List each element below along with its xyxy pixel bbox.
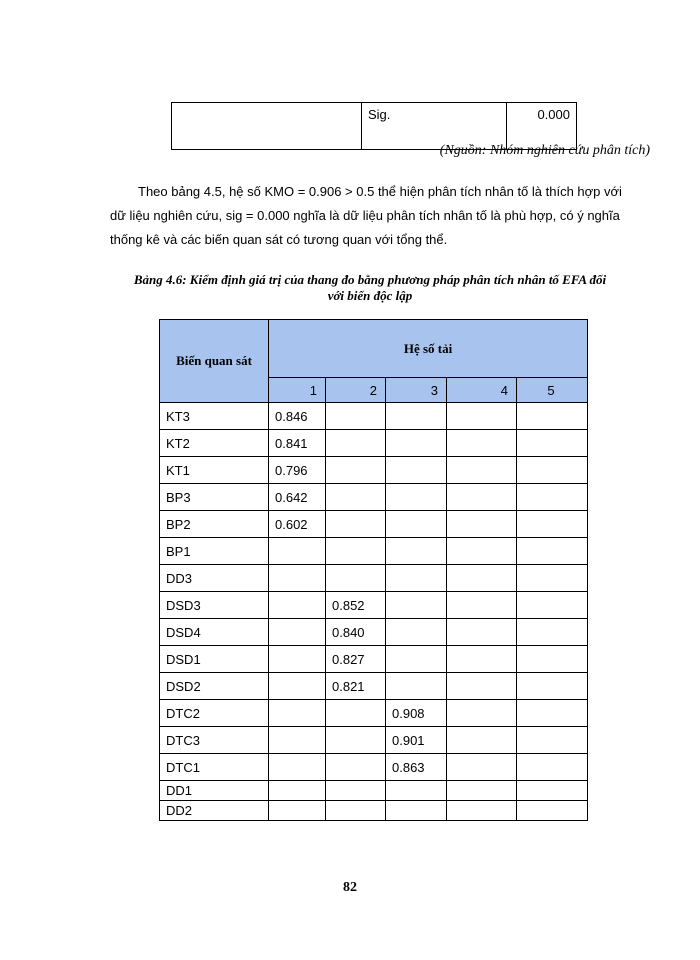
loading-cell — [326, 511, 386, 538]
table-row — [160, 727, 588, 754]
loading-cell — [517, 511, 588, 538]
variable-name: KT1 — [160, 457, 269, 484]
table-row — [160, 673, 588, 700]
loading-cell — [326, 727, 386, 754]
loading-cell — [517, 538, 588, 565]
variable-name: BP2 — [160, 511, 269, 538]
loading-cell — [447, 754, 517, 781]
loading-cell — [386, 538, 447, 565]
loading-cell — [326, 403, 386, 430]
table-row — [160, 565, 588, 592]
loading-cell — [517, 801, 588, 821]
loading-cell — [326, 457, 386, 484]
factor-header: 2 — [326, 378, 386, 403]
loading-cell — [517, 619, 588, 646]
table-row — [160, 646, 588, 673]
variable-name: DSD2 — [160, 673, 269, 700]
variable-name: DD1 — [160, 781, 269, 801]
loading-cell — [269, 781, 326, 801]
loading-cell — [269, 646, 326, 673]
loading-cell — [269, 673, 326, 700]
loading-cell — [447, 403, 517, 430]
variable-name: DSD4 — [160, 619, 269, 646]
table-row — [160, 781, 588, 801]
loading-cell — [517, 484, 588, 511]
source-note: (Nguồn: Nhóm nghiên cứu phân tích) — [439, 143, 650, 158]
table-row — [160, 457, 588, 484]
loading-cell — [447, 801, 517, 821]
loading-cell — [517, 781, 588, 801]
loading-cell — [269, 619, 326, 646]
table-row — [160, 538, 588, 565]
loading-cell — [447, 484, 517, 511]
loading-cell: 0.908 — [386, 700, 447, 727]
factor-header: 3 — [386, 378, 447, 403]
loading-cell: 0.841 — [269, 430, 326, 457]
empty-cell — [172, 103, 362, 150]
loading-cell — [517, 727, 588, 754]
loading-cell — [517, 592, 588, 619]
loading-cell: 0.840 — [326, 619, 386, 646]
variable-name: BP1 — [160, 538, 269, 565]
table-row — [160, 754, 588, 781]
loading-cell — [517, 646, 588, 673]
variable-name: DTC1 — [160, 754, 269, 781]
loading-cell — [326, 538, 386, 565]
loading-cell — [386, 457, 447, 484]
loading-cell — [386, 484, 447, 511]
factor-header: 1 — [269, 378, 326, 403]
loading-cell: 0.642 — [269, 484, 326, 511]
loading-cell: 0.852 — [326, 592, 386, 619]
loading-cell — [386, 646, 447, 673]
page-number: 82 — [343, 880, 357, 895]
body-paragraph — [110, 180, 645, 252]
loading-cell — [447, 565, 517, 592]
loading-cell — [447, 457, 517, 484]
loading-cell — [326, 565, 386, 592]
loading-cell — [517, 457, 588, 484]
loading-cell — [269, 592, 326, 619]
loading-cell — [447, 781, 517, 801]
variable-name: DTC2 — [160, 700, 269, 727]
loading-cell — [447, 511, 517, 538]
loading-cell — [447, 619, 517, 646]
loading-cell — [447, 646, 517, 673]
factor-header: 5 — [517, 378, 588, 403]
table-row — [160, 592, 588, 619]
loading-cell — [326, 781, 386, 801]
loading-cell — [386, 673, 447, 700]
loading-cell — [326, 430, 386, 457]
loading-cell — [269, 565, 326, 592]
loading-cell — [269, 754, 326, 781]
loading-cell: 0.863 — [386, 754, 447, 781]
loading-cell — [447, 592, 517, 619]
loading-cell — [386, 430, 447, 457]
loading-cell — [269, 700, 326, 727]
loading-cell — [386, 801, 447, 821]
paragraph-line: thống kê và các biến quan sát có tương quan với tổng thể. — [110, 232, 448, 247]
loading-cell — [386, 619, 447, 646]
loading-cell — [517, 430, 588, 457]
loading-cell — [269, 801, 326, 821]
loading-cell: 0.821 — [326, 673, 386, 700]
loading-cell — [269, 538, 326, 565]
loading-cell — [386, 565, 447, 592]
loading-cell — [386, 511, 447, 538]
loading-cell — [517, 403, 588, 430]
table-row — [160, 801, 588, 821]
variable-name: DD3 — [160, 565, 269, 592]
caption-line: Bảng 4.6: Kiểm định giá trị của thang đo bằng phương pháp phân tích nhân tố EFA đối — [133, 272, 607, 287]
loading-cell — [517, 565, 588, 592]
loading-cell — [326, 700, 386, 727]
loading-cell — [517, 673, 588, 700]
table-row — [160, 511, 588, 538]
loading-cell — [326, 484, 386, 511]
loading-cell — [269, 727, 326, 754]
loading-cell — [326, 801, 386, 821]
variable-name: DTC3 — [160, 727, 269, 754]
header-loading: Hệ số tải — [269, 320, 588, 378]
table-row — [160, 430, 588, 457]
variable-name: KT3 — [160, 403, 269, 430]
loading-cell: 0.796 — [269, 457, 326, 484]
variable-name: KT2 — [160, 430, 269, 457]
loading-cell — [386, 403, 447, 430]
sig-label: Sig. — [362, 103, 507, 150]
loading-cell — [386, 592, 447, 619]
header-variable: Biến quan sát — [160, 320, 269, 403]
table-caption — [90, 272, 650, 304]
variable-name: BP3 — [160, 484, 269, 511]
loading-cell — [447, 673, 517, 700]
table-row — [160, 403, 588, 430]
table-row — [160, 619, 588, 646]
variable-name: DD2 — [160, 801, 269, 821]
loading-cell: 0.602 — [269, 511, 326, 538]
loading-cell: 0.827 — [326, 646, 386, 673]
caption-line: với biến độc lập — [327, 288, 413, 303]
table-row — [160, 700, 588, 727]
paragraph-line: Theo bảng 4.5, hệ số KMO = 0.906 > 0.5 thể hiện phân tích nhân tố là thích hợp với — [138, 184, 622, 199]
variable-name: DSD1 — [160, 646, 269, 673]
loading-cell — [386, 781, 447, 801]
loading-cell — [326, 754, 386, 781]
loading-cell — [447, 430, 517, 457]
loading-cell: 0.901 — [386, 727, 447, 754]
loading-cell — [447, 700, 517, 727]
loading-cell — [517, 754, 588, 781]
loading-cell — [447, 727, 517, 754]
table-row — [160, 484, 588, 511]
loading-cell — [517, 700, 588, 727]
paragraph-line: dữ liệu nghiên cứu, sig = 0.000 nghĩa là dữ liệu phân tích nhân tố là phù hợp, có ý nghĩa — [110, 208, 620, 223]
loading-cell: 0.846 — [269, 403, 326, 430]
factor-header: 4 — [447, 378, 517, 403]
efa-loading-table — [159, 319, 588, 821]
variable-name: DSD3 — [160, 592, 269, 619]
sig-value: 0.000 — [507, 103, 577, 150]
loading-cell — [447, 538, 517, 565]
